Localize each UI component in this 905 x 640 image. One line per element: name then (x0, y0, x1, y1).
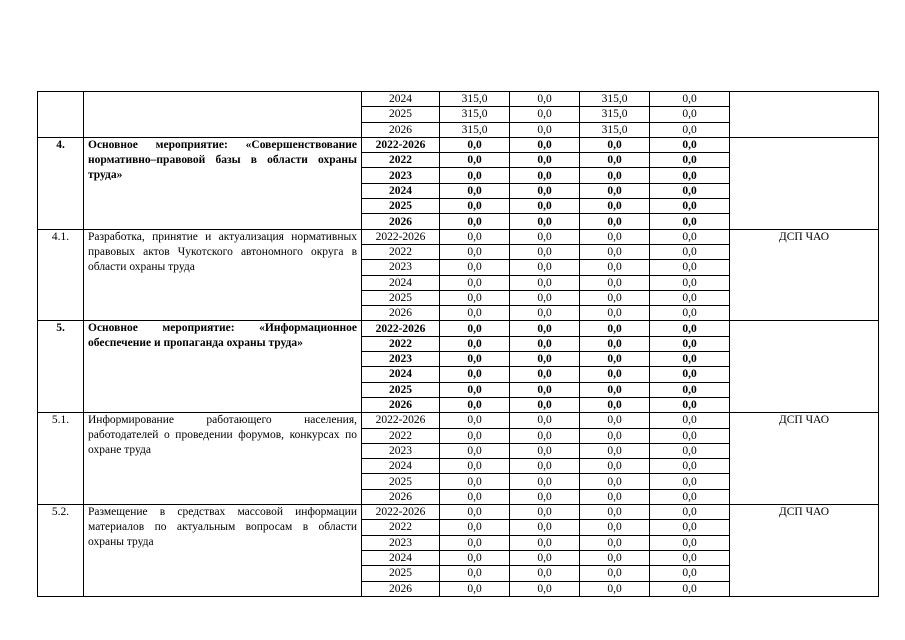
value-cell: 0,0 (650, 413, 730, 428)
value-cell: 0,0 (440, 550, 510, 565)
item-name (84, 92, 362, 138)
value-cell: 0,0 (440, 535, 510, 550)
value-cell: 0,0 (650, 367, 730, 382)
value-cell: 0,0 (650, 214, 730, 229)
value-cell: 0,0 (510, 505, 580, 520)
value-cell: 0,0 (510, 413, 580, 428)
value-cell: 0,0 (510, 122, 580, 137)
year-cell: 2026 (362, 214, 440, 229)
value-cell: 0,0 (440, 566, 510, 581)
year-cell: 2022-2026 (362, 505, 440, 520)
value-cell: 0,0 (510, 367, 580, 382)
value-cell: 0,0 (580, 183, 650, 198)
year-cell: 2023 (362, 168, 440, 183)
value-cell: 315,0 (580, 107, 650, 122)
table-body (38, 92, 879, 597)
value-cell: 0,0 (650, 352, 730, 367)
value-cell: 315,0 (440, 107, 510, 122)
value-cell: 0,0 (650, 474, 730, 489)
value-cell: 0,0 (440, 459, 510, 474)
value-cell: 0,0 (510, 260, 580, 275)
year-cell: 2025 (362, 382, 440, 397)
year-cell: 2024 (362, 275, 440, 290)
executor-cell (730, 137, 879, 229)
table-row (38, 321, 879, 336)
value-cell: 0,0 (440, 321, 510, 336)
value-cell: 0,0 (510, 275, 580, 290)
value-cell: 0,0 (510, 581, 580, 596)
value-cell: 0,0 (580, 397, 650, 412)
value-cell: 0,0 (440, 382, 510, 397)
value-cell: 0,0 (650, 459, 730, 474)
value-cell: 0,0 (510, 428, 580, 443)
value-cell: 0,0 (580, 459, 650, 474)
value-cell: 0,0 (650, 290, 730, 305)
value-cell: 0,0 (650, 443, 730, 458)
year-cell: 2026 (362, 306, 440, 321)
executor-cell: ДСП ЧАО (730, 229, 879, 321)
value-cell: 0,0 (580, 382, 650, 397)
program-table (37, 91, 879, 597)
executor-cell: ДСП ЧАО (730, 505, 879, 597)
value-cell: 0,0 (650, 137, 730, 152)
value-cell: 0,0 (440, 352, 510, 367)
value-cell: 0,0 (440, 397, 510, 412)
value-cell: 0,0 (440, 336, 510, 351)
value-cell: 0,0 (650, 153, 730, 168)
value-cell: 0,0 (580, 520, 650, 535)
value-cell: 0,0 (510, 153, 580, 168)
year-cell: 2026 (362, 581, 440, 596)
item-number: 5. (38, 321, 84, 413)
year-cell: 2026 (362, 122, 440, 137)
item-number: 4. (38, 137, 84, 229)
value-cell: 0,0 (440, 229, 510, 244)
value-cell: 0,0 (580, 199, 650, 214)
value-cell: 0,0 (580, 581, 650, 596)
value-cell: 0,0 (580, 306, 650, 321)
value-cell: 0,0 (580, 367, 650, 382)
item-name: Размещение в средствах массовой информации материалов по актуальным вопросам в области охраны труда (84, 505, 362, 597)
value-cell: 0,0 (440, 137, 510, 152)
value-cell: 0,0 (440, 474, 510, 489)
value-cell: 0,0 (650, 92, 730, 107)
value-cell: 0,0 (510, 214, 580, 229)
year-cell: 2022 (362, 428, 440, 443)
value-cell: 0,0 (580, 428, 650, 443)
value-cell: 0,0 (650, 244, 730, 259)
value-cell: 0,0 (580, 214, 650, 229)
value-cell: 0,0 (580, 535, 650, 550)
year-cell: 2022 (362, 336, 440, 351)
value-cell: 0,0 (650, 397, 730, 412)
value-cell: 0,0 (440, 520, 510, 535)
table-row (38, 137, 879, 152)
value-cell: 0,0 (440, 244, 510, 259)
value-cell: 0,0 (440, 489, 510, 504)
value-cell: 0,0 (510, 168, 580, 183)
value-cell: 0,0 (510, 244, 580, 259)
year-cell: 2023 (362, 443, 440, 458)
value-cell: 0,0 (440, 214, 510, 229)
value-cell: 0,0 (440, 413, 510, 428)
value-cell: 0,0 (510, 290, 580, 305)
value-cell: 0,0 (580, 489, 650, 504)
value-cell: 0,0 (510, 229, 580, 244)
value-cell: 0,0 (580, 474, 650, 489)
value-cell: 0,0 (440, 183, 510, 198)
executor-cell (730, 92, 879, 138)
value-cell: 0,0 (650, 168, 730, 183)
value-cell: 0,0 (650, 382, 730, 397)
value-cell: 0,0 (510, 443, 580, 458)
value-cell: 0,0 (440, 168, 510, 183)
value-cell: 315,0 (580, 122, 650, 137)
value-cell: 0,0 (580, 153, 650, 168)
value-cell: 0,0 (510, 336, 580, 351)
table-row (38, 413, 879, 428)
year-cell: 2024 (362, 183, 440, 198)
item-number: 5.2. (38, 505, 84, 597)
value-cell: 0,0 (580, 244, 650, 259)
value-cell: 0,0 (510, 137, 580, 152)
item-name: Основное мероприятие: «Совершенствование нормативно–правовой базы в области охраны труда» (84, 137, 362, 229)
item-number: 5.1. (38, 413, 84, 505)
value-cell: 0,0 (580, 443, 650, 458)
value-cell: 0,0 (440, 367, 510, 382)
value-cell: 0,0 (510, 459, 580, 474)
value-cell: 0,0 (580, 260, 650, 275)
value-cell: 0,0 (440, 581, 510, 596)
value-cell: 0,0 (440, 443, 510, 458)
value-cell: 0,0 (510, 199, 580, 214)
value-cell: 0,0 (650, 505, 730, 520)
value-cell: 0,0 (580, 352, 650, 367)
year-cell: 2024 (362, 367, 440, 382)
value-cell: 315,0 (440, 122, 510, 137)
table-row (38, 92, 879, 107)
value-cell: 0,0 (580, 505, 650, 520)
value-cell: 0,0 (580, 413, 650, 428)
value-cell: 0,0 (650, 275, 730, 290)
value-cell: 0,0 (510, 397, 580, 412)
executor-cell: ДСП ЧАО (730, 413, 879, 505)
value-cell: 0,0 (440, 153, 510, 168)
item-number: 4.1. (38, 229, 84, 321)
value-cell: 0,0 (510, 183, 580, 198)
year-cell: 2025 (362, 474, 440, 489)
value-cell: 0,0 (580, 229, 650, 244)
value-cell: 0,0 (650, 520, 730, 535)
year-cell: 2023 (362, 260, 440, 275)
executor-cell (730, 321, 879, 413)
value-cell: 0,0 (440, 306, 510, 321)
value-cell: 0,0 (510, 306, 580, 321)
value-cell: 0,0 (440, 199, 510, 214)
value-cell: 0,0 (510, 474, 580, 489)
value-cell: 0,0 (650, 107, 730, 122)
value-cell: 0,0 (650, 336, 730, 351)
value-cell: 0,0 (580, 168, 650, 183)
value-cell: 0,0 (440, 290, 510, 305)
year-cell: 2022-2026 (362, 321, 440, 336)
year-cell: 2024 (362, 459, 440, 474)
value-cell: 0,0 (650, 260, 730, 275)
year-cell: 2025 (362, 290, 440, 305)
value-cell: 0,0 (510, 535, 580, 550)
table-row (38, 505, 879, 520)
value-cell: 0,0 (580, 566, 650, 581)
value-cell: 0,0 (440, 260, 510, 275)
value-cell: 0,0 (510, 520, 580, 535)
year-cell: 2024 (362, 92, 440, 107)
year-cell: 2022-2026 (362, 229, 440, 244)
value-cell: 0,0 (510, 489, 580, 504)
value-cell: 0,0 (650, 321, 730, 336)
year-cell: 2025 (362, 107, 440, 122)
value-cell: 0,0 (650, 183, 730, 198)
value-cell: 0,0 (650, 122, 730, 137)
item-name: Разработка, принятие и актуализация нормативных правовых актов Чукотского автономного округа в области охраны труда (84, 229, 362, 321)
year-cell: 2023 (362, 535, 440, 550)
year-cell: 2022-2026 (362, 137, 440, 152)
year-cell: 2024 (362, 550, 440, 565)
value-cell: 0,0 (510, 550, 580, 565)
value-cell: 0,0 (580, 275, 650, 290)
value-cell: 0,0 (650, 489, 730, 504)
item-name: Основное мероприятие: «Информационное обеспечение и пропаганда охраны труда» (84, 321, 362, 413)
value-cell: 315,0 (580, 92, 650, 107)
value-cell: 0,0 (650, 229, 730, 244)
value-cell: 0,0 (510, 566, 580, 581)
value-cell: 0,0 (580, 550, 650, 565)
value-cell: 0,0 (650, 428, 730, 443)
value-cell: 0,0 (440, 428, 510, 443)
value-cell: 0,0 (510, 352, 580, 367)
value-cell: 315,0 (440, 92, 510, 107)
value-cell: 0,0 (510, 107, 580, 122)
year-cell: 2026 (362, 489, 440, 504)
year-cell: 2022 (362, 520, 440, 535)
value-cell: 0,0 (650, 566, 730, 581)
year-cell: 2023 (362, 352, 440, 367)
value-cell: 0,0 (650, 581, 730, 596)
value-cell: 0,0 (510, 321, 580, 336)
year-cell: 2026 (362, 397, 440, 412)
item-number (38, 92, 84, 138)
value-cell: 0,0 (650, 535, 730, 550)
year-cell: 2025 (362, 566, 440, 581)
table-row (38, 229, 879, 244)
value-cell: 0,0 (580, 321, 650, 336)
value-cell: 0,0 (510, 382, 580, 397)
year-cell: 2025 (362, 199, 440, 214)
value-cell: 0,0 (580, 137, 650, 152)
value-cell: 0,0 (440, 505, 510, 520)
value-cell: 0,0 (580, 336, 650, 351)
value-cell: 0,0 (650, 550, 730, 565)
year-cell: 2022 (362, 244, 440, 259)
value-cell: 0,0 (650, 199, 730, 214)
value-cell: 0,0 (580, 290, 650, 305)
value-cell: 0,0 (440, 275, 510, 290)
year-cell: 2022-2026 (362, 413, 440, 428)
value-cell: 0,0 (650, 306, 730, 321)
item-name: Информирование работающего населения, работодателей о проведении форумов, конкурсах по охране труда (84, 413, 362, 505)
value-cell: 0,0 (510, 92, 580, 107)
year-cell: 2022 (362, 153, 440, 168)
